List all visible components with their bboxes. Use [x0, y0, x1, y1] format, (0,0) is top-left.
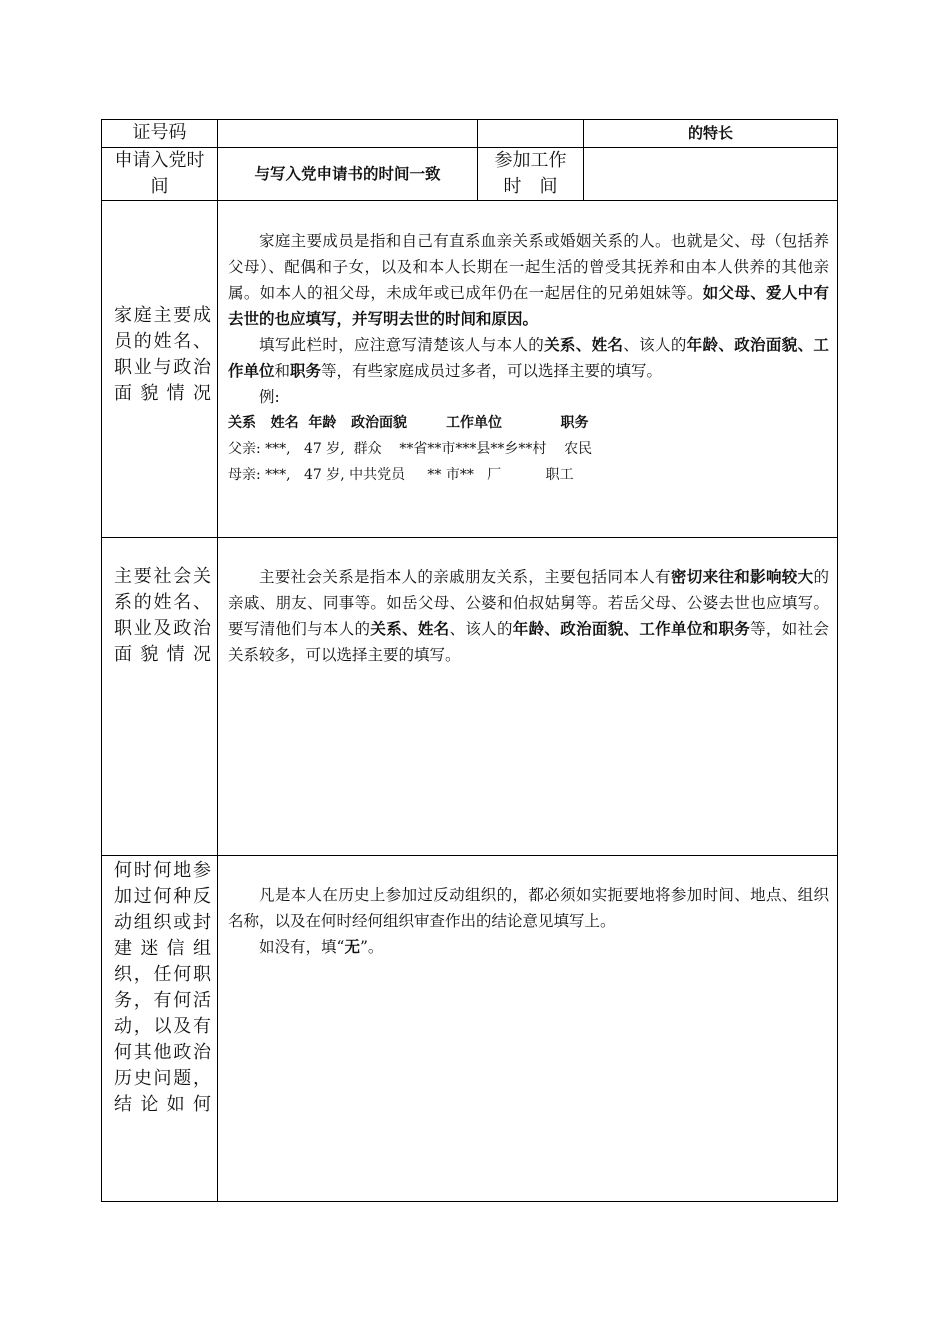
social-content[interactable] [218, 538, 838, 856]
history-row [102, 856, 838, 1202]
history-text-c: ”。 [359, 938, 384, 956]
social-text-m: 等，如社会关系较多，可以选择主要的填写。 [228, 620, 829, 664]
social-row [102, 538, 838, 856]
family-para2-text2: 、该人的 [623, 336, 687, 354]
family-example-header: 关系 姓名 年龄 政治面貌 工作单位 职务 [228, 415, 589, 431]
social-kw-sep1: 、 [402, 620, 418, 638]
family-kw-sep2: 、 [718, 336, 735, 354]
cert-number-field[interactable] [218, 120, 478, 148]
family-para1-text: 家庭主要成员是指和自己有直系血亲关系或婚姻关系的人。也就是父、母（包括养父母）、配偶和子女，以及和本人长期在一起生活的曾受其抚养和由本人供养的其他亲属。如本人的祖父母，未成年或已成年仍在一起居住的兄弟姐妹等。 [228, 232, 829, 302]
family-para1-bold: 如父母、爱人中有去世的也应填写，并写明去世的时间和原因。 [228, 284, 829, 328]
family-example-row-father: 父亲: ***, 47 岁, 群众 **省**市***县**乡**村 农民 [228, 441, 593, 457]
work-time-label: 参加工作 时 间 [478, 148, 584, 201]
family-kw-name: 姓名 [591, 336, 624, 354]
social-kw-sep2: 、 [544, 620, 561, 638]
social-kw-age: 年龄 [512, 620, 545, 638]
social-kw-political: 政治面貌 [560, 620, 624, 638]
apply-time-label-text: 申请入党时间 [114, 150, 205, 197]
social-text-c: 的亲戚、朋友、同事等。如岳父母、公婆和伯叔姑舅等。若岳父母、公婆去世也应填写。要写清他们与本人的 [228, 568, 829, 638]
social-label-text: 主要社会关系的姓名、职业及政治面貌情况 [114, 566, 211, 665]
history-text-a: 如没有，填“ [259, 938, 345, 956]
history-kw-none: 无 [344, 938, 360, 956]
family-row [102, 201, 838, 538]
social-text-a: 主要社会关系是指本人的亲戚朋友关系，主要包括同本人有 [259, 568, 671, 586]
social-kw-sep3: 、 [623, 620, 640, 638]
family-para2-and: 和 [274, 362, 291, 380]
family-para1 [228, 228, 829, 332]
history-content[interactable] [218, 856, 838, 1202]
family-label [102, 201, 218, 538]
history-label [102, 856, 218, 1202]
social-kw-relation: 关系 [370, 620, 403, 638]
family-kw-position: 职务 [290, 362, 322, 380]
family-para2 [228, 332, 829, 384]
family-label-text: 家庭主要成员的姓名、职业与政治面貌情况 [114, 305, 211, 404]
apply-time-value[interactable]: 与写入党申请书的时间一致 [218, 148, 478, 201]
cert-number-label: 证号码 [102, 120, 218, 148]
family-example-label: 例: [259, 388, 280, 406]
party-application-form [101, 119, 838, 1202]
family-para2-text: 填写此栏时，应注意写清楚该人与本人的 [259, 336, 545, 354]
history-para1: 凡是本人在历史上参加过反动组织的，都必须如实扼要地将参加时间、地点、组织名称，以及在何时经何组织审查作出的结论意见填写上。 [228, 886, 829, 930]
family-example-row-mother: 母亲: ***, 47 岁, 中共党员 ** 市** 厂 职工 [228, 467, 574, 483]
social-para [228, 564, 829, 668]
work-time-field[interactable] [584, 148, 838, 201]
social-kw-close: 密切来往和影响较大 [670, 568, 814, 586]
form-sheet [101, 119, 837, 1203]
header-row [102, 120, 838, 148]
family-kw-relation: 关系 [544, 336, 576, 354]
family-kw-sep1: 、 [575, 336, 592, 354]
family-para2-text3: 等，有些家庭成员过多者，可以选择主要的填写。 [321, 362, 663, 380]
social-kw-work: 工作单位和职务 [639, 620, 751, 638]
apply-time-row [102, 148, 838, 201]
family-content[interactable] [218, 201, 838, 538]
social-kw-name: 姓名 [417, 620, 450, 638]
family-kw-political: 政治面貌 [734, 336, 798, 354]
family-kw-age: 年龄 [686, 336, 719, 354]
blank-field[interactable] [478, 120, 584, 148]
history-label-text: 何时何地参加过何种反动组织或封建迷信组织，任何职务，有何活动，以及有何其他政治历史问题，结论如何 [114, 860, 211, 1115]
social-text-g: 、该人的 [449, 620, 513, 638]
history-para2 [228, 934, 829, 960]
social-label [102, 538, 218, 856]
specialty-label: 的特长 [584, 120, 838, 148]
apply-time-label [102, 148, 218, 201]
family-kw-workplace: 工作单位 [228, 336, 829, 380]
family-kw-sep3: 、 [797, 336, 814, 354]
